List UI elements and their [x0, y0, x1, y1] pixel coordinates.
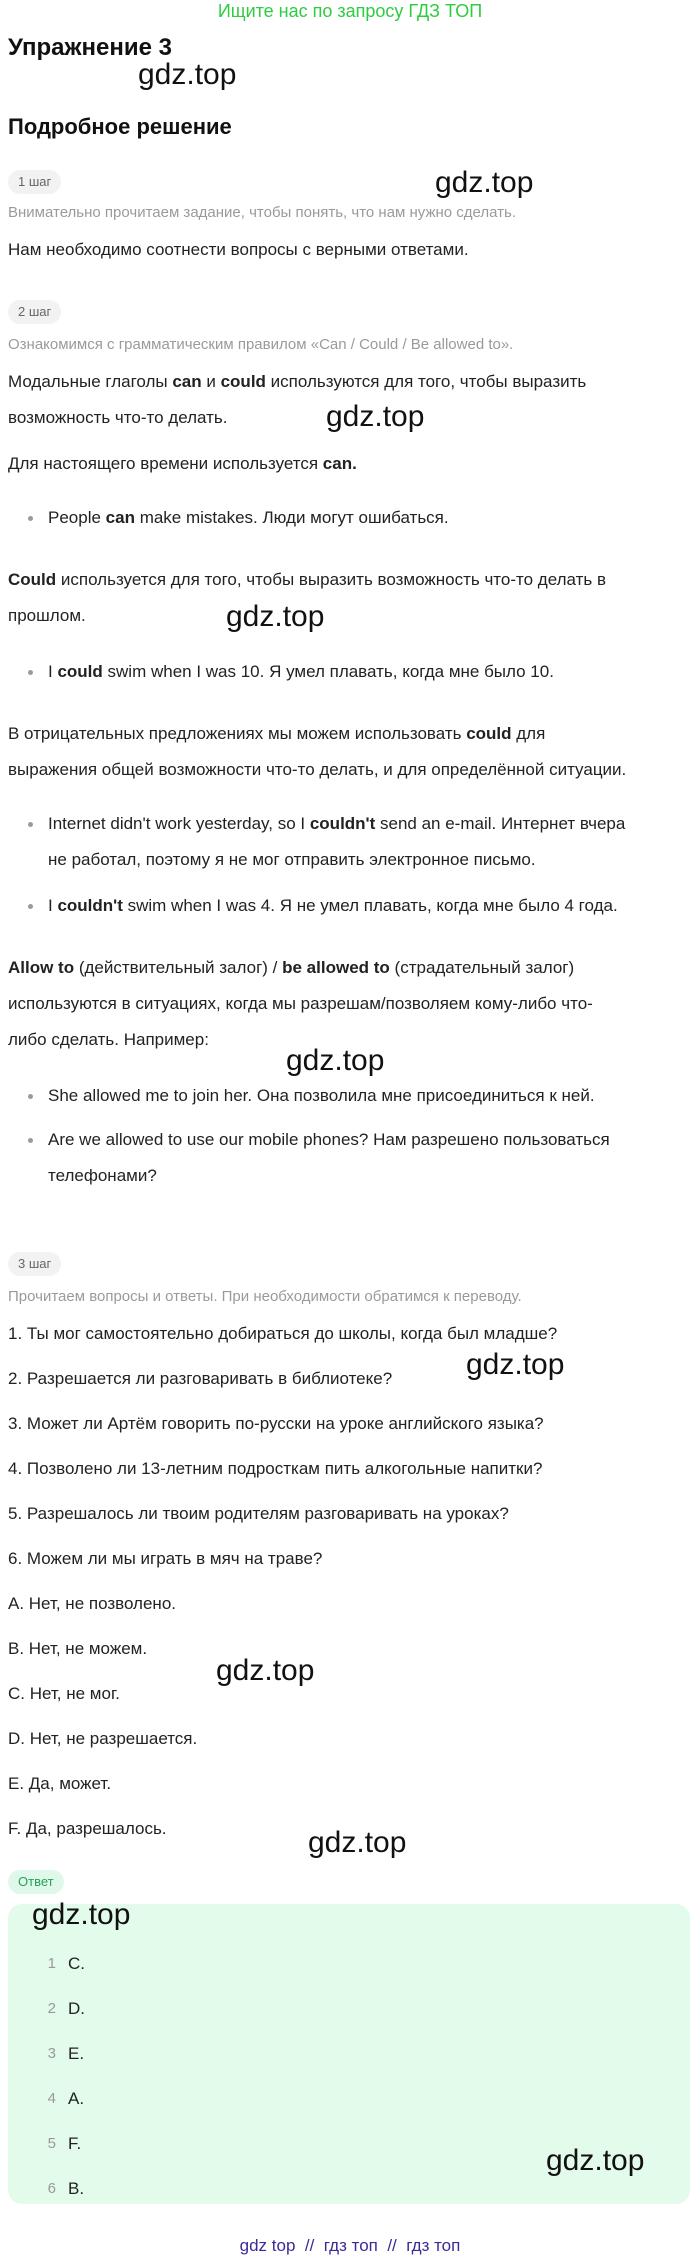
- bullet-dot: [28, 904, 33, 909]
- paragraph: Could используется для того, чтобы выразить возможность что-то делать в: [8, 570, 606, 589]
- list-item: Are we allowed to use our mobile phones? Нам разрешено пользоваться: [48, 1130, 610, 1149]
- solution-heading: Подробное решение: [8, 114, 232, 139]
- watermark: gdz.top: [216, 1654, 315, 1687]
- step-badge-3: 3 шаг: [8, 1252, 61, 1276]
- step1-hint: Внимательно прочитаем задание, чтобы понять, что нам нужно сделать.: [8, 204, 517, 221]
- paragraph: В отрицательных предложениях мы можем использовать could для: [8, 724, 546, 743]
- list-item-cont: телефонами?: [48, 1166, 157, 1185]
- paragraph: возможность что-то делать.: [8, 408, 228, 427]
- question-line: 1. Ты мог самостоятельно добираться до школы, когда был младше?: [8, 1324, 558, 1343]
- answer-option: E. Да, может.: [8, 1774, 112, 1793]
- watermark: gdz.top: [466, 1348, 565, 1381]
- watermark: gdz.top: [326, 400, 425, 433]
- watermark: gdz.top: [435, 166, 534, 199]
- question-line: 6. Можем ли мы играть в мяч на траве?: [8, 1549, 323, 1568]
- answer-value: E.: [68, 2044, 85, 2063]
- watermark: gdz.top: [308, 1826, 407, 1859]
- bullet-dot: [28, 1138, 33, 1143]
- list-item: She allowed me to join her. Она позволила мне присоединиться к ней.: [48, 1086, 595, 1105]
- answer-option: B. Нет, не можем.: [8, 1639, 148, 1658]
- answer-number: 1: [47, 1955, 56, 1972]
- step-badge-2: 2 шаг: [8, 300, 61, 324]
- watermark: gdz.top: [138, 58, 237, 91]
- list-item-cont: не работал, поэтому я не мог отправить электронное письмо.: [48, 850, 536, 869]
- answer-value: D.: [68, 1999, 85, 2018]
- answer-value: B.: [68, 2179, 85, 2198]
- paragraph: Для настоящего времени используется can.: [8, 454, 357, 473]
- bullet-dot: [28, 1094, 33, 1099]
- answer-option: D. Нет, не разрешается.: [8, 1729, 198, 1748]
- list-item: I could swim when I was 10. Я умел плавать, когда мне было 10.: [48, 662, 554, 681]
- question-line: 3. Может ли Артём говорить по-русски на уроке английского языка?: [8, 1414, 544, 1433]
- exercise-title: Упражнение 3: [8, 34, 172, 61]
- answer-value: F.: [68, 2134, 82, 2153]
- answer-value: A.: [68, 2089, 85, 2108]
- question-line: 5. Разрешалось ли твоим родителям разговаривать на уроках?: [8, 1504, 509, 1523]
- bullet-dot: [28, 822, 33, 827]
- step2-hint: Ознакомимся с грамматическим правилом «Can / Could / Be allowed to».: [8, 336, 514, 353]
- question-line: 4. Позволено ли 13-летним подросткам пить алкогольные напитки?: [8, 1459, 543, 1478]
- watermark: gdz.top: [32, 1898, 131, 1931]
- list-item: I couldn't swim when I was 4. Я не умел плавать, когда мне было 4 года.: [48, 896, 618, 915]
- watermark: gdz.top: [226, 600, 325, 633]
- footer-links[interactable]: gdz top // гдз топ // гдз топ: [239, 2236, 461, 2255]
- answer-option: C. Нет, не мог.: [8, 1684, 120, 1703]
- answer-number: 4: [47, 2090, 56, 2107]
- answer-number: 6: [47, 2180, 56, 2197]
- step-badge-1: 1 шаг: [8, 170, 61, 194]
- step1-text: Нам необходимо соотнести вопросы с верными ответами.: [8, 240, 469, 259]
- watermark: gdz.top: [286, 1044, 385, 1077]
- watermark: gdz.top: [546, 2144, 645, 2177]
- answer-option: A. Нет, не позволено.: [8, 1594, 176, 1613]
- list-item: People can make mistakes. Люди могут ошибаться.: [48, 508, 449, 527]
- top-banner[interactable]: Ищите нас по запросу ГДЗ ТОП: [217, 1, 483, 21]
- question-line: 2. Разрешается ли разговаривать в библиотеке?: [8, 1369, 393, 1388]
- answer-badge: Ответ: [8, 1870, 64, 1894]
- list-item: Internet didn't work yesterday, so I couldn't send an e-mail. Интернет вчера: [48, 814, 626, 833]
- paragraph: прошлом.: [8, 606, 86, 625]
- answer-option: F. Да, разрешалось.: [8, 1819, 167, 1838]
- paragraph: либо сделать. Например:: [8, 1030, 209, 1049]
- paragraph: Allow to (действительный залог) / be allowed to (страдательный залог): [8, 958, 575, 977]
- answer-number: 3: [47, 2045, 56, 2062]
- answer-number: 2: [47, 2000, 56, 2017]
- answer-number: 5: [47, 2135, 56, 2152]
- paragraph: Модальные глаголы can и could используются для того, чтобы выразить: [8, 372, 587, 391]
- step3-hint: Прочитаем вопросы и ответы. При необходимости обратимся к переводу.: [8, 1288, 522, 1305]
- answer-value: C.: [68, 1954, 85, 1973]
- bullet-dot: [28, 516, 33, 521]
- bullet-dot: [28, 670, 33, 675]
- paragraph: используются в ситуациях, когда мы разрешам/позволяем кому-либо что-: [8, 994, 593, 1013]
- paragraph: выражения общей возможности что-то делать, и для определённой ситуации.: [8, 760, 627, 779]
